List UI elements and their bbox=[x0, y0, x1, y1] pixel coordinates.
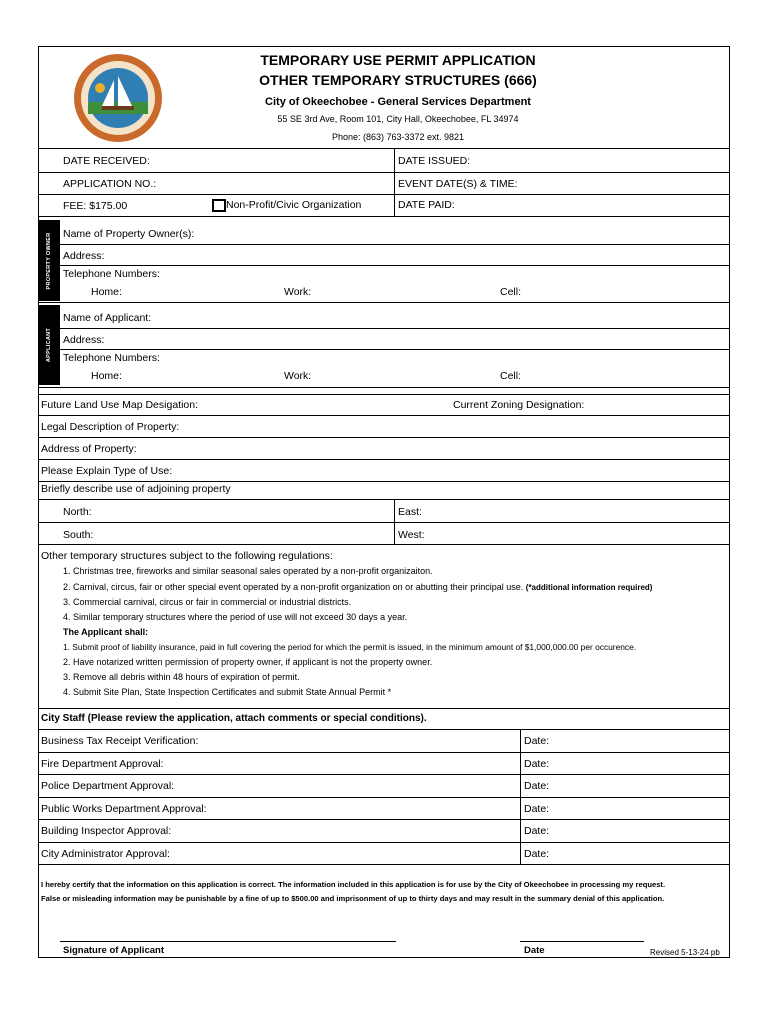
shall-item: 1. Submit proof of liability insurance, paid in full covering the period for which the permit is issued, in the minimum amount of $1,000,000.00 per occurence. bbox=[63, 642, 637, 652]
regulation-item: 3. Commercial carnival, circus or fair in commercial or industrial districts. bbox=[63, 597, 352, 607]
staff-row-label: City Administrator Approval: bbox=[41, 848, 170, 860]
shall-item: 2. Have notarized written permission of property owner, if applicant is not the property owner. bbox=[63, 657, 433, 667]
staff-row-date: Date: bbox=[524, 848, 550, 860]
divider bbox=[60, 349, 730, 350]
shall-item: 3. Remove all debris within 48 hours of expiration of permit. bbox=[63, 672, 300, 682]
date-paid-label: DATE PAID: bbox=[398, 199, 455, 211]
form-title-line1: TEMPORARY USE PERMIT APPLICATION bbox=[260, 52, 536, 68]
divider bbox=[38, 148, 730, 149]
certification-line2: False or misleading information may be punishable by a fine of up to $500.00 and imprisonment of up to thirty days and may result in the summary denial of this application. bbox=[41, 894, 665, 903]
divider bbox=[38, 387, 730, 388]
additional-info-note: (*additional information required) bbox=[525, 583, 653, 592]
divider bbox=[38, 752, 730, 753]
city-seal-logo bbox=[72, 52, 164, 144]
regulations-intro: Other temporary structures subject to the following regulations: bbox=[41, 550, 333, 562]
current-zoning-label: Current Zoning Designation: bbox=[453, 399, 585, 411]
divider bbox=[38, 522, 730, 523]
divider bbox=[38, 216, 730, 217]
divider bbox=[520, 729, 521, 864]
date-received-label: DATE RECEIVED: bbox=[63, 155, 150, 167]
signature-line[interactable] bbox=[60, 941, 396, 942]
regulation-item: 2. Carnival, circus, fair or other special event operated by a non-profit organization on or abutting their principal use. (*additional information required) bbox=[63, 582, 653, 592]
shall-item: 4. Submit Site Plan, State Inspection Certificates and submit State Annual Permit * bbox=[63, 687, 392, 697]
regulation-item: 1. Christmas tree, fireworks and similar seasonal sales operated by a non-profit organizaiton. bbox=[63, 566, 433, 576]
north-label: North: bbox=[63, 506, 92, 518]
south-label: South: bbox=[63, 529, 94, 541]
owner-address-label: Address: bbox=[63, 250, 105, 262]
divider bbox=[38, 459, 730, 460]
certification-line1: I hereby certify that the information on this application is correct. The information included in this application is for use by the City of Okeechobee in processing my request. bbox=[41, 880, 666, 889]
signature-date-label: Date bbox=[524, 945, 545, 956]
application-no-label: APPLICATION NO.: bbox=[63, 178, 157, 190]
applicant-shall-heading: The Applicant shall: bbox=[63, 627, 149, 637]
staff-row-label: Police Department Approval: bbox=[41, 780, 175, 792]
divider bbox=[38, 729, 730, 730]
city-staff-heading: City Staff (Please review the application, attach comments or special conditions). bbox=[41, 713, 427, 724]
form-title-line2: OTHER TEMPORARY STRUCTURES (666) bbox=[259, 72, 537, 88]
date-line[interactable] bbox=[520, 941, 644, 942]
staff-row-date: Date: bbox=[524, 780, 550, 792]
east-label: East: bbox=[398, 506, 422, 518]
staff-row-label: Fire Department Approval: bbox=[41, 758, 164, 770]
divider bbox=[38, 774, 730, 775]
staff-row-date: Date: bbox=[524, 825, 550, 837]
divider bbox=[60, 265, 730, 266]
divider bbox=[38, 437, 730, 438]
adjoining-label: Briefly describe use of adjoining property bbox=[41, 483, 231, 495]
divider bbox=[38, 544, 730, 545]
divider bbox=[38, 302, 730, 303]
event-dates-label: EVENT DATE(S) & TIME: bbox=[398, 178, 518, 190]
type-of-use-label: Please Explain Type of Use: bbox=[41, 465, 173, 477]
department-address: 55 SE 3rd Ave, Room 101, City Hall, Okeechobee, FL 34974 bbox=[277, 114, 519, 124]
applicant-work-label: Work: bbox=[284, 370, 312, 382]
divider bbox=[38, 499, 730, 500]
owner-telephone-label: Telephone Numbers: bbox=[63, 268, 160, 280]
divider bbox=[38, 194, 730, 195]
staff-row-label: Public Works Department Approval: bbox=[41, 803, 207, 815]
staff-row-date: Date: bbox=[524, 803, 550, 815]
divider bbox=[38, 797, 730, 798]
fee-label: FEE: $175.00 bbox=[63, 200, 128, 212]
regulation-item: 4. Similar temporary structures where the period of use will not exceed 30 days a year. bbox=[63, 612, 408, 622]
divider bbox=[38, 864, 730, 865]
nonprofit-label: Non-Profit/Civic Organization bbox=[226, 199, 362, 211]
legal-description-label: Legal Description of Property: bbox=[41, 421, 180, 433]
divider bbox=[38, 481, 730, 482]
divider bbox=[38, 842, 730, 843]
applicant-name-label: Name of Applicant: bbox=[63, 312, 152, 324]
revised-note: Revised 5-13-24 pb bbox=[650, 948, 720, 957]
owner-cell-label: Cell: bbox=[500, 286, 522, 298]
staff-row-label: Business Tax Receipt Verification: bbox=[41, 735, 199, 747]
divider bbox=[38, 172, 730, 173]
applicant-telephone-label: Telephone Numbers: bbox=[63, 352, 160, 364]
future-land-use-label: Future Land Use Map Desigation: bbox=[41, 399, 199, 411]
applicant-cell-label: Cell: bbox=[500, 370, 522, 382]
divider bbox=[38, 819, 730, 820]
signature-label: Signature of Applicant bbox=[63, 945, 164, 956]
divider bbox=[38, 415, 730, 416]
divider bbox=[38, 394, 730, 395]
owner-name-label: Name of Property Owner(s): bbox=[63, 228, 195, 240]
staff-row-date: Date: bbox=[524, 758, 550, 770]
date-issued-label: DATE ISSUED: bbox=[398, 155, 471, 167]
property-owner-side-label: PROPERTY OWNER bbox=[38, 220, 60, 301]
staff-row-label: Building Inspector Approval: bbox=[41, 825, 172, 837]
nonprofit-checkbox[interactable] bbox=[212, 199, 226, 212]
applicant-address-label: Address: bbox=[63, 334, 105, 346]
divider bbox=[394, 148, 395, 216]
west-label: West: bbox=[398, 529, 425, 541]
staff-row-date: Date: bbox=[524, 735, 550, 747]
divider bbox=[38, 708, 730, 709]
applicant-home-label: Home: bbox=[91, 370, 122, 382]
owner-home-label: Home: bbox=[91, 286, 122, 298]
department-name: City of Okeechobee - General Services Department bbox=[265, 96, 531, 108]
divider bbox=[60, 244, 730, 245]
applicant-side-label: APPLICANT bbox=[38, 305, 60, 385]
owner-work-label: Work: bbox=[284, 286, 312, 298]
department-phone: Phone: (863) 763-3372 ext. 9821 bbox=[331, 132, 465, 142]
divider bbox=[394, 499, 395, 544]
property-address-label: Address of Property: bbox=[41, 443, 137, 455]
divider bbox=[60, 328, 730, 329]
